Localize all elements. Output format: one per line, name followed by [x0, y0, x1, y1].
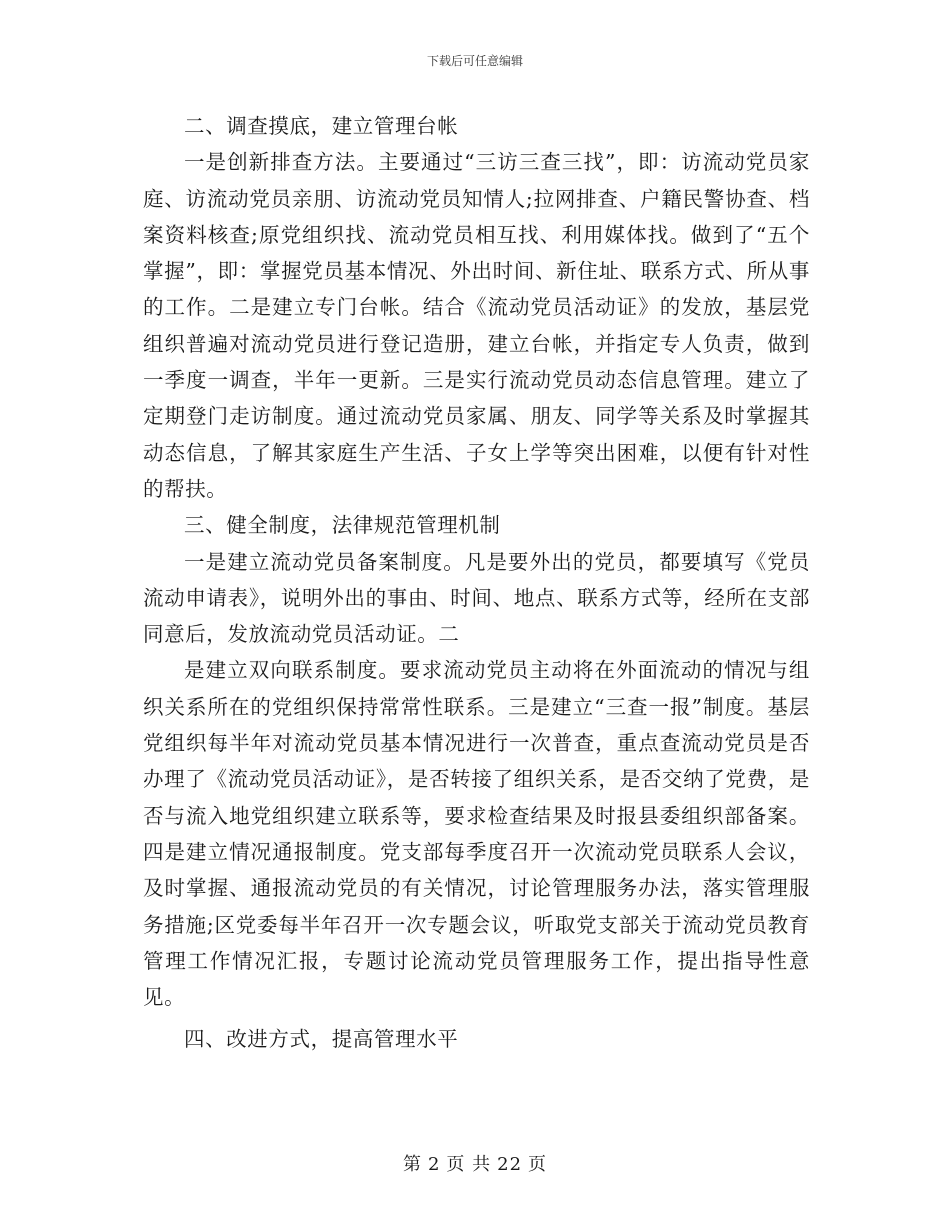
section-heading: 四、改进方式，提高管理水平 — [184, 1027, 459, 1052]
page-header-note: 下载后可任意编辑 — [426, 54, 523, 68]
footer-total-pages: 22 — [497, 1154, 523, 1175]
footer-page-number: 2 — [427, 1154, 441, 1175]
paragraph: 一是创新排查方法。主要通过“三访三查三找”，即：访流动党员家庭、访流动党员亲朋、访流动党员知情人;拉网排查、户籍民警协查、档案资料核查;原党组织找、流动党员相互找、利用媒体找。做到了“五个掌握”，即：掌握党员基本情况、外出时间、新住址、联系方式、所从事的工作。二是建立专门台帐。结合《流动党员活动证》的发放，基层党组织普遍对流动党员进行登记造册，建立台帐，并指定专人负责，做到一季度一调查，半年一更新。三是实行流动党员动态信息管理。建立了定期登门走访制度。通过流动党员家属、朋友、同学等关系及时掌握其动态信息，了解其家庭生产生活、子女上学等突出困难，以便有针对性的帮扶。 — [143, 150, 810, 501]
footer-suffix: 页 — [528, 1154, 548, 1175]
section-heading: 二、调查摸底，建立管理台帐 — [184, 114, 459, 138]
paragraph: 一是建立流动党员备案制度。凡是要外出的党员，都要填写《党员流动申请表》，说明外出的事由、时间、地点、联系方式等，经所在支部同意后，发放流动党员活动证。二 — [143, 549, 810, 647]
footer-middle: 页 共 — [446, 1154, 492, 1175]
paragraph: 是建立双向联系制度。要求流动党员主动将在外面流动的情况与组织关系所在的党组织保持常常性联系。三是建立“三查一报”制度。基层党组织每半年对流动党员基本情况进行一次普查，重点查流动党员是否办理了《流动党员活动证》，是否转接了组织关系，是否交纳了党费，是否与流入地党组织建立联系等，要求检查结果及时报县委组织部备案。四是建立情况通报制度。党支部每季度召开一次流动党员联系人会议，及时掌握、通报流动党员的有关情况，讨论管理服务办法，落实管理服务措施;区党委每半年召开一次专题会议，听取党支部关于流动党员教育管理工作情况汇报，专题讨论流动党员管理服务工作，提出指导性意见。 — [143, 658, 810, 1010]
document-body — [143, 108, 810, 1058]
footer-prefix: 第 — [402, 1154, 422, 1175]
page-footer — [0, 1150, 950, 1176]
section-heading: 三、健全制度，法律规范管理机制 — [184, 513, 501, 538]
